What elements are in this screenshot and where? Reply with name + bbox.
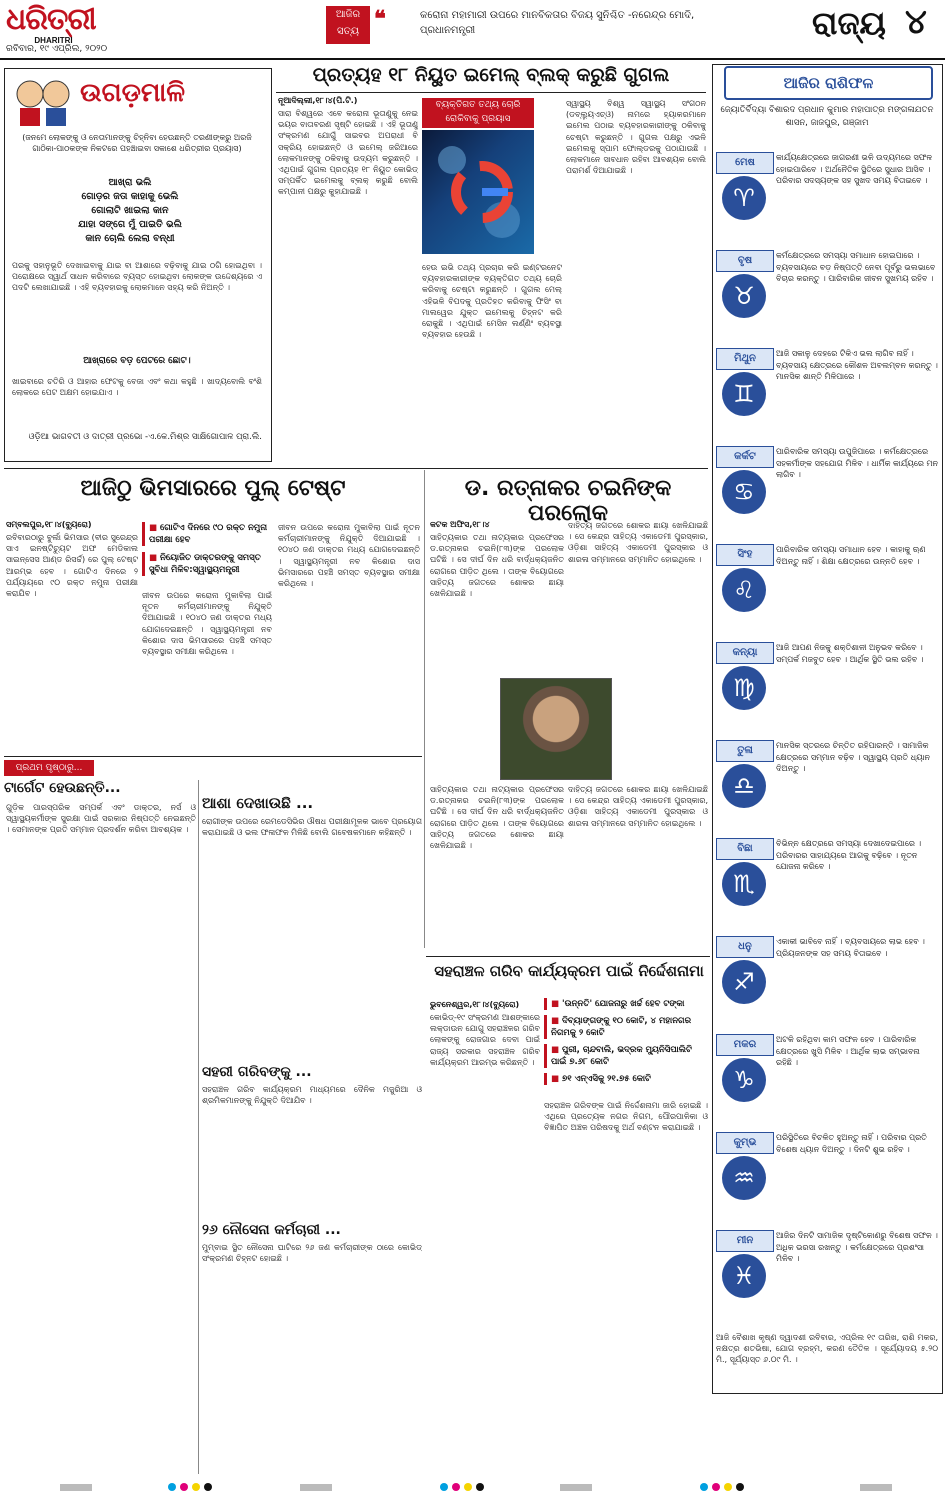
urban-col-1: କୋଭିଡ୍-୧୯ ସଂକ୍ରମଣ ଆଶଙ୍କାରେ ଲକ୍ଡାଉନ ଯୋଗୁ ସହରାଞ୍ଚଳର ଗରିବ ଲୋକଙ୍କୁ ରୋଜଗାର ଦେବା ପାଇଁ ରାଜ୍ୟ ସରକାର ସହରାଞ୍ଚଳ ଗରିବ କାର୍ଯ୍ୟକ୍ରମ ଆରମ୍ଭ କରିଛନ୍ତି । [430, 1013, 540, 1067]
divider [4, 756, 422, 757]
rashi-item-simha [716, 544, 938, 638]
urban-highlights [544, 998, 708, 1085]
obituary-portrait [500, 678, 612, 780]
rashi-label: ସିଂହ [716, 544, 774, 566]
rashi-label: କନ୍ୟା [716, 642, 774, 664]
rashi-item-mina [716, 1230, 938, 1324]
capricorn-icon: ♑ [722, 1058, 766, 1102]
rashifal-title: ଆଜିର ରାଶିଫଳ [724, 66, 933, 100]
poem-line: ଆଖ୍ରା ଭଲି [108, 177, 152, 188]
registration-block [60, 1484, 92, 1491]
google-dateline: ନୂଆଦିଲ୍ଲୀ,୧୮।୪(ପି.ଟି.) [278, 96, 358, 105]
rashi-text: ଅଟକି ରହିଥିବା କାମ ସଫଳ ହେବ । ପାରିବାରିକ କ୍ଷେତ୍ରରେ ଖୁସି ମିଳିବ । ଆର୍ଥିକ ଲାଭ ସମ୍ଭାବନା ରହିଛି । [776, 1035, 920, 1067]
continued-badge: ପ୍ରଥମ ପୃଷ୍ଠାରୁ... [4, 760, 94, 776]
ugadmali-credit: ଓଡ଼ିଆ ଭାଗବତୀ ଓ ଦାତ୍ରୀ ପ୍ରଭୋ -ଏ.କେ.ମିଶ୍ର ସାକ୍ଷିଗୋପାଳ ପ୍ରା.ଲି. [28, 432, 262, 442]
rashi-item-dhanu [716, 936, 938, 1030]
section-title: ରାଜ୍ୟ [812, 4, 886, 42]
rashi-label: ବୃଷ [716, 250, 774, 272]
sahari-headline[interactable]: ସହରୀ ଗରିବଙ୍କୁ ... [202, 1064, 312, 1080]
rashi-item-tula [716, 740, 938, 834]
navy-headline[interactable]: ୨୬ ନୌସେନା କର୍ମଚାରୀ ... [202, 1222, 341, 1238]
ugadmali-poem [30, 176, 230, 246]
pooltest-col-3: ଜୀବନ ଉପରେ କରୋନା ମୁକାବିଲା ପାଇଁ ନୂତନ କର୍ମଚାରୀମାନଙ୍କୁ ନିଯୁକ୍ତି ଦିଆଯାଇଛି । ୧୦୪୦ ଜଣ ଡାକ୍ତର ମଧ୍ୟ ଯୋଗଦେଇଛନ୍ତି । ସ୍ୱାସ୍ଥ୍ୟମନ୍ତ୍ରୀ ନବ କିଶୋର ଦାସ ଭିମସାରରେ ପହଞ୍ଚି ସମସ୍ତ ବ୍ୟବସ୍ଥାର ସମୀକ୍ଷା କରିଥିଲେ । [278, 523, 420, 589]
target-headline[interactable]: ଟାର୍ଗେଟ ହେଉଛନ୍ତି... [4, 780, 121, 796]
urban-dateline: ଭୁବନେଶ୍ୱର,୧୮।୪(ବ୍ୟୁରୋ) [430, 1000, 520, 1009]
obituary-col-2: ଦାହିତ୍ୟ ଜଗତରେ ଶୋକର ଛାୟା ଖେଳିଯାଇଛି । ସେ କେନ୍ଦ୍ର ସାହିତ୍ୟ ଏକାଡେମୀ ପୁରସ୍କାର, ଓଡ଼ିଶା ସାହିତ୍ୟ ଏକାଡେମୀ ପୁରସ୍କାର ଓ ଶାରଳା ସମ୍ମାନରେ ସମ୍ମାନିତ ହୋଇଥିଲେ । [568, 521, 708, 564]
urban-col-2: ସହରାଞ୍ଚଳ ଗରିବଙ୍କ ପାଇଁ ନିର୍ଦ୍ଦେଶନାମା ଜାରି ହୋଇଛି । ଏଥିରେ ପ୍ରତ୍ୟେକ ନଗର ନିଗମ, ପୌରପାଳିକା ଓ ବିଜ୍ଞାପିତ ଅଞ୍ଚଳ ପରିଷଦକୁ ଅର୍ଥ ବଣ୍ଟନ କରାଯାଇଛି । [544, 1101, 708, 1133]
rashi-item-mesha [716, 152, 938, 246]
poem-line: ଗୋଲାଟି ଖାଇଲା କାନ [91, 205, 169, 216]
gemini-icon: ♊ [722, 372, 766, 416]
rashi-item-kumbha [716, 1132, 938, 1226]
rashi-text: କାର୍ଯ୍ୟକ୍ଷେତ୍ରରେ ଜାଗରଣୀ ଭଳି ଉଦ୍ୟମରେ ସଫଳ ହୋଇପାରିବେ । ଅର୍ଥନୈତିକ ସ୍ଥିତିରେ ସୁଧାର ଆସିବ । ପରିବାର ସଦସ୍ୟଙ୍କ ସହ ସୁଖଦ ସମୟ ବିତାଇବେ । [776, 153, 933, 185]
obituary-col-1: ସାହିତ୍ୟକାର ତଥା ନାଟ୍ୟକାର ପ୍ରଫେସର ଡ.ରତ୍ନାକର ଚଇନି(୮୩)ଙ୍କ ପରଲୋକ ଘଟିଛି । ସେ ଦୀର୍ଘ ଦିନ ଧରି ବାର୍ଦ୍ଧକ୍ୟଜନିତ ରୋଗରେ ପୀଡ଼ିତ ଥିଲେ । ତାଙ୍କ ବିୟୋଗରେ ସାହିତ୍ୟ ଜଗତରେ ଶୋକର ଛାୟା ଖେଳିଯାଇଛି । [430, 533, 564, 599]
registration-dot [452, 1483, 460, 1491]
highlight-item: ■ ୭୧ ଏନ୍ଏସିକୁ ୨୧.୭୫ କୋଟି [544, 1073, 708, 1085]
google-col-1: ସାରା ବିଶ୍ୱରେ ଏବେ କରୋନା ଭୂତାଣୁକୁ ନେଇ ଭୟର ବାତାବରଣ ସୃଷ୍ଟି ହୋଇଛି । ଏହି ଭୂତାଣୁ ସଂକ୍ରମଣ ଯୋଗୁଁ ସାଇବର ଅପରାଧୀ ବି ସକ୍ରିୟ ହୋଇଛନ୍ତି ଓ ଇମେଲ୍ ଜରିଆରେ ଲୋକମାନଙ୍କୁ ଠକିବାକୁ ଉଦ୍ୟମ କରୁଛନ୍ତି । ଏଥିପାଇଁ ଗୁଗଲ ପ୍ରତ୍ୟହ ୧୮ ନିୟୁତ କୋଭିଡ୍ ସମ୍ପର୍କିତ ଇମେଲକୁ ବ୍ଲକ୍ କରୁଛି ବୋଲି କମ୍ପାନୀ ପକ୍ଷରୁ କୁହାଯାଇଛି । [278, 109, 418, 197]
registration-dot [180, 1483, 188, 1491]
registration-dot [204, 1483, 212, 1491]
rashi-text: ଏକାକୀ ଭାବିବେ ନାହିଁ । ବ୍ୟବସାୟରେ ଲାଭ ହେବ । ପ୍ରିୟଜନଙ୍କ ସହ ସମୟ ବିତାଇବେ । [776, 937, 925, 958]
google-tag: ବ୍ୟକ୍ତିଗତ ତଥ୍ୟ ଚୋରି ରୋକିବାକୁ ପ୍ରୟାସ [422, 98, 534, 128]
rashi-text: ପରିସ୍ଥିତିରେ ବିଚଳିତ ହୁଅନ୍ତୁ ନାହିଁ । ପରିବାର ପ୍ରତି ବିଶେଷ ଧ୍ୟାନ ଦିଅନ୍ତୁ । ଦିନଟି ଶୁଭ ରହିବ । [776, 1133, 927, 1154]
poem-line: ଗୋଡ଼ର ଜତା କାହାକୁ ଭେଲି [81, 191, 179, 202]
rashi-text: କର୍ମକ୍ଷେତ୍ରରେ ସମସ୍ୟା ସମାଧାନ ହୋଇପାରେ । ବ୍ୟବସାୟରେ ବଡ଼ ନିଷ୍ପତ୍ତି ନେବା ପୂର୍ବରୁ ଭଲଭାବେ ବିଚାର କରନ୍ତୁ । ପାରିବାରିକ ଜୀବନ ସୁଖମୟ ରହିବ । [776, 251, 936, 283]
registration-block [560, 1484, 592, 1491]
panjika-footer: ଆଜି ବୈଶାଖ କୃଷ୍ଣ ଦ୍ୱାଦଶୀ ରବିବାର, ଏପ୍ରିଲ ୧୯ ତାରିଖ, ରାଶି ମକର, ନକ୍ଷତ୍ର ଶତଭିଷା, ଯୋଗ ବ୍ରହ୍ମ, କରଣ ତୈତିଳ । ସୂର୍ଯ୍ୟୋଦୟ ୫.୨୦ ମି., ସୂର୍ଯ୍ୟାସ୍ତ ୬.୦୯ ମି. । [716, 1333, 938, 1364]
registration-dot [724, 1483, 732, 1491]
google-col-2: ହେଉ ଇଭି ତଥ୍ୟ ପ୍ରଚାର କରି ଇଣ୍ଟରନେଟ ବ୍ୟବହାରକାରୀଙ୍କ ବ୍ୟକ୍ତିଗତ ତଥ୍ୟ ଚୋରି କରିବାକୁ ଚେଷ୍ଟା କରୁଛନ୍ତି । ଗୁଗଲ ମେଲ୍ ଏହିଭଳି ବିପଦକୁ ପ୍ରତିହତ କରିବାକୁ ଫିସିଂ ବା ମାଲୱେର ଯୁକ୍ତ ଇମେଲକୁ ଚିହ୍ନଟ କରି ରୋକୁଛି । ଏଥିପାଇଁ ମେସିନ ଲର୍ଣ୍ଣିଂ ବ୍ୟବସ୍ଥା ବ୍ୟବହାର ହେଉଛି । [422, 263, 562, 340]
registration-block [300, 1484, 332, 1491]
rashi-item-brusha [716, 250, 938, 344]
google-headline[interactable]: ପ୍ରତ୍ୟହ ୧୮ ନିୟୁତ ଇମେଲ୍ ବ୍ଲକ୍ କରୁଛି ଗୁଗଲ [312, 64, 670, 86]
ugadmali-body: ପରକୁ ସହାନୁଭୂତି ଦେଖାଇବାକୁ ଯାଇ ବା ଆଶାରେ ବଢ଼ିବାକୁ ଯାଇ ଠଗି ହୋଇଥିବା । ପରୋକ୍ଷରେ ସ୍ୱାର୍ଥ ସାଧନ କରିବାରେ ବ୍ୟସ୍ତ ହୋଇଥିବା ଲୋକଙ୍କ ଉଦ୍ଦେଶ୍ୟରେ ଏ ପଦଟି ଲେଖାଯାଇଛି । ଏହି ବ୍ୟବହାରକୁ ଲୋକମାନେ ସହ୍ୟ କରି ନିଅନ୍ତି । [12, 261, 262, 293]
rashi-text: ବିଭିନ୍ନ କ୍ଷେତ୍ରରେ ସମସ୍ୟା ଦେଖାଦେଇପାରେ । ପରିବାରର ସାହାଯ୍ୟରେ ଆଗକୁ ବଢ଼ିବେ । ନୂତନ ଯୋଜନା କରିବେ । [776, 839, 922, 871]
obituary-col-4: ଦାହିତ୍ୟ ଜଗତରେ ଶୋକର ଛାୟା ଖେଳିଯାଇଛି । ସେ କେନ୍ଦ୍ର ସାହିତ୍ୟ ଏକାଡେମୀ ପୁରସ୍କାର, ଓଡ଼ିଶା ସାହିତ୍ୟ ଏକାଡେମୀ ପୁରସ୍କାର ଓ ଶାରଳା ସମ୍ମାନରେ ସମ୍ମାନିତ ହୋଇଥିଲେ । [568, 785, 708, 828]
obituary-headline[interactable]: ଡ. ରତ୍ନାକର ଚଇନିଙ୍କ ପରଲୋକ [464, 476, 672, 526]
rashi-label: ମେଷ [716, 152, 774, 174]
rashi-item-kanya [716, 642, 938, 736]
libra-icon: ♎ [722, 764, 766, 808]
ugadmali-title: ଉଗଡ଼ମାଳି [80, 78, 186, 108]
registration-dot [700, 1483, 708, 1491]
sahari-body: ସହରାଞ୍ଚଳ ଗରିବ କାର୍ଯ୍ୟକ୍ରମ ମାଧ୍ୟମରେ ଦୈନିକ ମଜୁରିଆ ଓ ଶ୍ରମିକମାନଙ୍କୁ ନିଯୁକ୍ତି ଦିଆଯିବ । [202, 1085, 422, 1106]
divider [4, 468, 708, 469]
asha-headline[interactable]: ଆଶା ଦେଖାଉଛି ... [202, 794, 314, 812]
rashi-text: ଆଜିର ଦିନଟି ସାମାଜିକ ଦୃଷ୍ଟିକୋଣରୁ ବିଶେଷ ସଫଳ । ଅଧିକ ଭରସା ରଖନ୍ତୁ । କର୍ମକ୍ଷେତ୍ରରେ ପ୍ରଶଂସା ମିଳିବ । [776, 1231, 938, 1263]
pooltest-col-2: ଜୀବନ ଉପରେ କରୋନା ମୁକାବିଲା ପାଇଁ ନୂତନ କର୍ମଚାରୀମାନଙ୍କୁ ନିଯୁକ୍ତି ଦିଆଯାଇଛି । ୧୦୪୦ ଜଣ ଡାକ୍ତର ମଧ୍ୟ ଯୋଗଦେଇଛନ୍ତି । ସ୍ୱାସ୍ଥ୍ୟମନ୍ତ୍ରୀ ନବ କିଶୋର ଦାସ ଭିମସାରରେ ପହଞ୍ଚି ସମସ୍ତ ବ୍ୟବସ୍ଥାର ସମୀକ୍ଷା କରିଥିଲେ । [142, 591, 272, 657]
rashi-label: ବିଛା [716, 838, 774, 860]
pooltest-headline[interactable]: ଆଜିଠୁ ଭିମସାରରେ ପୁଲ୍ ଟେଷ୍ଟ [80, 476, 346, 501]
google-col-3: ସ୍ୱାସ୍ଥ୍ୟ ବିଶ୍ୱ ସ୍ୱାସ୍ଥ୍ୟ ସଂଗଠନ (ଡବ୍ଲ୍ୟୁଏଚ୍ଓ) ନାମରେ ହ୍ୟାକରମାନେ ଇମେଲ ପଠାଇ ବ୍ୟବହାରକାରୀଙ୍କୁ ଠକିବାକୁ ଚେଷ୍ଟା କରୁଛନ୍ତି । ଗୁଗଲ ପକ୍ଷରୁ ଏଭଳି ଇମେଲକୁ ସ୍ପାମ ଫୋଲ୍ଡରକୁ ପଠାଯାଉଛି । ଲୋକମାନେ ସାବଧାନ ରହିବା ଆବଶ୍ୟକ ବୋଲି ପରାମର୍ଶ ଦିଆଯାଇଛି । [566, 99, 706, 176]
rashi-item-bichha [716, 838, 938, 932]
rashifal-astrologer: ଜ୍ୟୋତିର୍ବିଦ୍ୟା ବିଶାରଦ ପ୍ରଧାନ କୁମାର ମହାପାତ୍ର ମଙ୍ଗଳାଯତନ ଶାସନ, ଜାଜପୁର, ଗଞ୍ଜାମ [720, 105, 934, 128]
google-logo-image [422, 130, 534, 254]
highlight-item: ■ ନିୟୋଜିତ ଡାକ୍ତରଙ୍କୁ ସମସ୍ତ ସୁବିଧା ମିଳିବ:ସ୍ୱାସ୍ଥ୍ୟମନ୍ତ୍ରୀ [142, 552, 272, 576]
rashi-label: କର୍କଟ [716, 446, 774, 468]
aquarius-icon: ♒ [722, 1156, 766, 1200]
target-body: ଗୁଡ଼ିକ ପାରସ୍ପରିକ ସମ୍ପର୍କ ଏବଂ ଡାକ୍ତର, ନର୍ସ ଓ ସ୍ୱାସ୍ଥ୍ୟକର୍ମୀଙ୍କ ସୁରକ୍ଷା ପାଇଁ ସରକାର ନିଷ୍ପତ୍ତି ନେଇଛନ୍ତି । ସେମାନଙ୍କ ପ୍ରତି ସମ୍ମାନ ପ୍ରଦର୍ଶନ କରିବା ଆବଶ୍ୟକ । [6, 803, 196, 835]
rashi-text: ଆଜି ସକାଳୁ ଦେହରେ ଟିକିଏ ଭଲ ଲାଗିବ ନାହିଁ । ବ୍ୟବସାୟ କ୍ଷେତ୍ରରେ କୌଶଳ ଅବଲମ୍ବନ କରନ୍ତୁ । ମାନସିକ ଶାନ୍ତି ମିଳିପାରେ । [776, 349, 938, 381]
quote-badge: ଆଜିର ସତ୍ୟ [326, 6, 370, 44]
registration-dot [736, 1483, 744, 1491]
divider [426, 956, 710, 957]
masthead-date: ରବିବାର, ୧୯ ଏପ୍ରିଲ, ୨୦୨୦ [6, 44, 108, 54]
registration-block [860, 1484, 892, 1491]
pooltest-col-1: ରବିବାରଠାରୁ ବୁର୍ଲା ଭିମସାର (ବୀର ସୁରେନ୍ଦ୍ର ସାଏ ଇନଷ୍ଟିଚ୍ୟୁଟ ଅଫ ମେଡିକାଲ ସାଇନ୍ସେସ ଆଣ୍ଡ ରିସର୍ଚ୍ଚ) ରେ ପୁଲ୍ ଟେଷ୍ଟ ଆରମ୍ଭ ହେବ । ଗୋଟିଏ ଦିନରେ ୨ ପର୍ଯ୍ୟାୟରେ ୯୦ ରକ୍ତ ନମୁନା ପରୀକ୍ଷା କରାଯିବ । [6, 533, 138, 599]
ugadmali-footer: ଖାଇବାରେ ଚତିରି ଓ ଆହାର ଫେଟକୁ ବେଜା ଏବଂ କଥା କହୁଛି । ଖାଦ୍ୟବୋଲି ବଂଶି ଲୋକରେ ପେଟ ଅକ୍ଷମ ହୋଇଯାଏ । [12, 377, 262, 398]
urban-headline[interactable]: ସହରାଞ୍ଚଳ ଗରିବ କାର୍ଯ୍ୟକ୍ରମ ପାଇଁ ନିର୍ଦ୍ଦେଶନାମା [434, 962, 704, 980]
highlight-item: ■ 'ଉନ୍ନତି' ଯୋଜନାରୁ ଖର୍ଚ୍ଚ ହେବ ଟଙ୍କା [544, 998, 708, 1010]
rashi-item-karkata [716, 446, 938, 540]
poem-line: କାନ ଚୋଲି ଲେଲା ବନ୍ଧୀ [85, 233, 175, 244]
divider [198, 780, 199, 1474]
registration-dot [476, 1483, 484, 1491]
rashi-label: ମିଥୁନ [716, 348, 774, 370]
obituary-dateline: କଟକ ଅଫିସ,୧୮।୪ [430, 520, 490, 529]
navy-body: ମୁମ୍ବାଇ ସ୍ଥିତ ନୌସେନା ଘାଟିରେ ୨୬ ଜଣ କର୍ମଚାରୀଙ୍କ ଠାରେ କୋଭିଡ୍ ସଂକ୍ରମଣ ଚିହ୍ନଟ ହୋଇଛି । [202, 1243, 422, 1264]
rashi-item-mithuna [716, 348, 938, 442]
rashi-text: ପାରିବାରିକ ସମସ୍ୟା ଉପୁଜିପାରେ । କର୍ମକ୍ଷେତ୍ରରେ ସହକର୍ମୀଙ୍କ ସହଯୋଗ ମିଳିବ । ଧାର୍ମିକ କାର୍ଯ୍ୟରେ ମନ ଲାଗିବ । [776, 447, 938, 479]
cartoon-faces-icon [12, 72, 74, 128]
page-number: ୪ [905, 2, 927, 42]
registration-dot [440, 1483, 448, 1491]
rashi-label: କୁମ୍ଭ [716, 1132, 774, 1154]
rashi-label: ମକର [716, 1034, 774, 1056]
poem-line: ଯାହା ସଙ୍ଗେ ମୁଁ ପାଇତି ଭଲି [78, 219, 182, 230]
quote-mark-icon: ❝ [374, 6, 386, 32]
cancer-icon: ♋ [722, 470, 766, 514]
leo-icon: ♌ [722, 568, 766, 612]
obituary-col-3: ସାହିତ୍ୟକାର ତଥା ନାଟ୍ୟକାର ପ୍ରଫେସର ଡ.ରତ୍ନାକର ଚଇନି(୮୩)ଙ୍କ ପରଲୋକ ଘଟିଛି । ସେ ଦୀର୍ଘ ଦିନ ଧରି ବାର୍ଦ୍ଧକ୍ୟଜନିତ ରୋଗରେ ପୀଡ଼ିତ ଥିଲେ । ତାଙ୍କ ବିୟୋଗରେ ସାହିତ୍ୟ ଜଗତରେ ଶୋକର ଛାୟା ଖେଳିଯାଇଛି । [430, 785, 564, 851]
asha-body: ରୋଗୀଙ୍କ ଉପରେ ରେମଡେସିଭିର ଔଷଧ ପରୀକ୍ଷାମୂଳକ ଭାବେ ପ୍ରୟୋଗ କରାଯାଇଛି ଓ ଭଲ ଫଳାଫଳ ମିଳିଛି ବୋଲି ଗବେଷକମାନେ କହିଛନ୍ତି । [202, 817, 422, 838]
divider [276, 92, 706, 93]
registration-dot [192, 1483, 200, 1491]
rashi-label: ମୀନ [716, 1230, 774, 1252]
registration-dot [168, 1483, 176, 1491]
rashi-text: ଆଜି ଆପଣ ନିଜକୁ ଶକ୍ତିଶାଳୀ ଅନୁଭବ କରିବେ । ସମ୍ପର୍କ ମଜବୁତ ହେବ । ଆର୍ଥିକ ସ୍ଥିତି ଭଲ ରହିବ । [776, 643, 924, 664]
masthead [0, 0, 945, 60]
print-registration-bar [0, 1478, 945, 1497]
highlight-item: ■ ଗୋଟିଏ ଦିନରେ ୯୦ ରକ୍ତ ନମୁନା ପରୀକ୍ଷା ହେବ [142, 522, 272, 546]
divider [424, 470, 425, 948]
rashi-label: ତୁଳା [716, 740, 774, 762]
pisces-icon: ♓ [722, 1254, 766, 1298]
aries-icon: ♈ [722, 176, 766, 220]
pooltest-dateline: ସମ୍ବଲପୁର,୧୮।୪(ବ୍ୟୁରୋ) [6, 520, 92, 529]
rashi-text: ମାନସିକ ସ୍ତରରେ ଚିନ୍ତିତ ରହିପାରନ୍ତି । ସାମାଜିକ କ୍ଷେତ୍ରରେ ସମ୍ମାନ ବଢ଼ିବ । ସ୍ୱାସ୍ଥ୍ୟ ପ୍ରତି ଧ୍ୟାନ ଦିଅନ୍ତୁ । [776, 741, 931, 773]
rashi-text: ପାରିବାରିକ ସମସ୍ୟା ସମାଧାନ ହେବ । କାହାକୁ ଋଣ ଦିଅନ୍ତୁ ନାହିଁ । ଶିକ୍ଷା କ୍ଷେତ୍ରରେ ଉନ୍ନତି ହେବ । [776, 545, 926, 566]
pooltest-highlights [142, 522, 272, 576]
scorpio-icon: ♏ [722, 862, 766, 906]
rashi-item-makara [716, 1034, 938, 1128]
registration-dot [464, 1483, 472, 1491]
taurus-icon: ♉ [722, 274, 766, 318]
registration-dot [712, 1483, 720, 1491]
sagittarius-icon: ♐ [722, 960, 766, 1004]
ugadmali-intro: (ଜନମେ ଲୋକଙ୍କୁ ଓ ନେତାମାନଙ୍କୁ ଚିହ୍ନିବା ହେଉଛନ୍ତି ତରଣୀଙ୍କରୁ ଅରଜି ଗାଠିକା-ପାଠକଙ୍କ ନିକଟରେ ପହଞ୍ଚାଇବା ସକାଶେ ଧରିତ୍ରୀର ପ୍ରୟାସ) [22, 133, 252, 153]
rashi-label: ଧନୁ [716, 936, 774, 958]
highlight-item: ■ ପୁରୀ, ଚାନ୍ଦବାଲି, ଭଦ୍ରକ ମ୍ୟୁନିସିପାଲିଟି ପାଇଁ ୭.୬୮ କୋଟି [544, 1044, 708, 1068]
highlight-item: ■ ଦିବ୍ୟାଙ୍ଗଙ୍କୁ ୧୦ କୋଟି, ୪ ମହାନଗର ନିଗମକୁ ୨ କୋଟି [544, 1015, 708, 1039]
ugadmali-caption: ଆଖ୍ରାରେ ବଡ଼ ପେଟରେ ଛୋଟ। [83, 356, 191, 366]
virgo-icon: ♍ [722, 666, 766, 710]
quote-of-day: କରୋନା ମହାମାରୀ ଉପରେ ମାନବିକତାର ବିଜୟ ସୁନିଶ୍ଚିତ -ନରେନ୍ଦ୍ର ମୋଦି, ପ୍ରଧାନମନ୍ତ୍ରୀ [420, 10, 695, 36]
logo-text: ଧରିତ୍ରୀ [6, 2, 96, 37]
logo-subtext: DHARITRI [34, 36, 73, 45]
